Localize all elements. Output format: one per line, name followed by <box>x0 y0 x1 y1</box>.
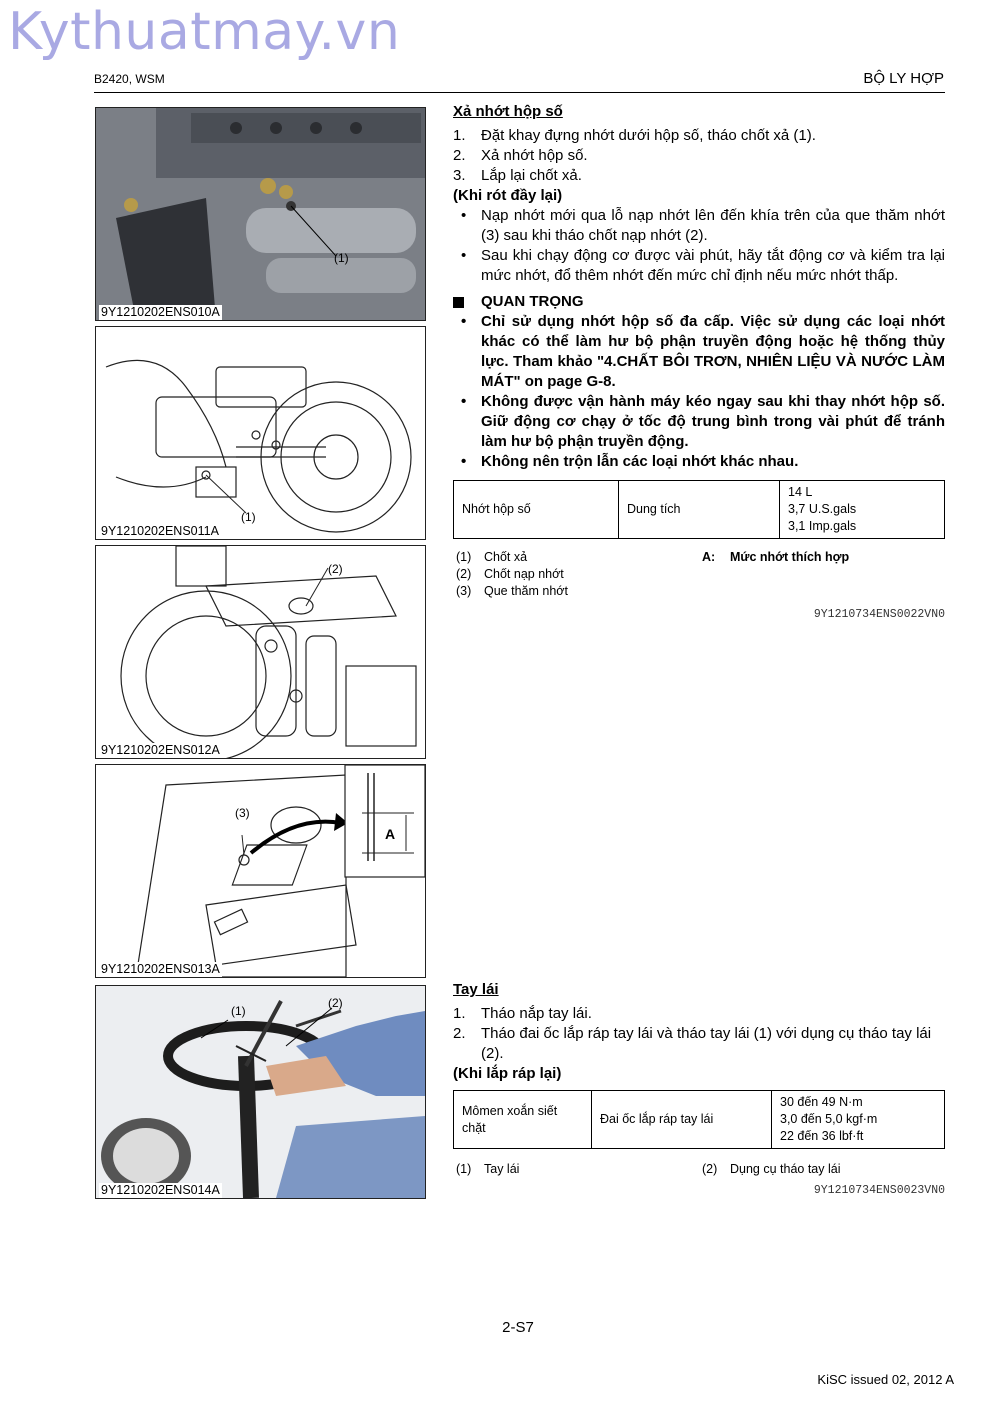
step-number: 2. <box>453 1025 466 1042</box>
reference-code: 9Y1210734ENS0022VN0 <box>813 608 945 621</box>
section-gear-oil-drain <box>453 103 945 621</box>
legend-number: (1) <box>456 1162 472 1176</box>
important-text: Không được vận hành máy kéo ngay sau khi thay nhớt hộp số. Giữ động cơ chạy ở tốc độ trung bình trong vài phút để tránh làm hư bộ phận truyền động. <box>481 393 945 450</box>
important-text: Chỉ sử dụng nhớt hộp số đa cấp. Việc sử dụng các loại nhớt khác có thể làm hư bộ phận truyền động hoặc hệ thống thủy lực. Tham khảo "4.CHẤT BÔI TRƠN, NHIÊN LIỆU VÀ NƯỚC LÀM MÁT" on page G-8. <box>481 313 945 390</box>
refill-list <box>453 206 945 286</box>
table-cell: Dung tích <box>619 481 780 539</box>
table-cell <box>772 1091 945 1149</box>
torque-value: 22 đến 36 lbf·ft <box>780 1129 864 1143</box>
important-item: • Không được vận hành máy kéo ngay sau khi thay nhớt hộp số. Giữ động cơ chạy ở tốc độ trung bình trong vài phút để tránh làm hư bộ phận truyền động. <box>461 393 945 450</box>
figure-steering-wheel <box>95 985 426 1199</box>
capacity-value: 3,7 U.S.gals <box>788 502 857 516</box>
steps-list <box>453 126 945 186</box>
figure-dipstick <box>95 764 426 978</box>
legend-row <box>453 1161 945 1178</box>
legend-number: (2) <box>456 567 472 581</box>
assembly-title: (Khi lắp ráp lại) <box>453 1065 562 1082</box>
legend-text: Chốt xả <box>484 550 528 564</box>
table-cell: Mômen xoắn siết chặt <box>454 1091 592 1149</box>
square-bullet-icon <box>453 297 464 308</box>
callout-a: A <box>385 826 396 842</box>
step-number: 1. <box>453 1005 466 1022</box>
section-title: Tay lái <box>453 981 499 998</box>
legend-text: Chốt nạp nhớt <box>484 567 564 581</box>
step-text: Đặt khay đựng nhớt dưới hộp số, tháo chốt xả (1). <box>481 127 816 144</box>
steps-list <box>453 1004 945 1064</box>
header-model: B2420, WSM <box>94 72 165 86</box>
refill-text: Sau khi chạy động cơ được vài phút, hãy tắt động cơ và kiểm tra lại mức nhớt, đổ thêm nhớt đến mức chỉ định nếu mức nhớt thấp. <box>481 247 945 284</box>
refill-item: • Nạp nhớt mới qua lỗ nạp nhớt lên đến khía trên của que thăm nhớt (3) sau khi tháo chốt nạp nhớt (2). <box>461 207 945 244</box>
important-item: • Chỉ sử dụng nhớt hộp số đa cấp. Việc sử dụng các loại nhớt khác có thể làm hư bộ phận truyền động hoặc hệ thống thủy lực. Tham khảo "4.CHẤT BÔI TRƠN, NHIÊN LIỆU VÀ NƯỚC LÀM MÁT" on page G-8. <box>461 313 945 390</box>
important-text: Không nên trộn lẫn các loại nhớt khác nhau. <box>481 453 799 470</box>
callout-1: (1) <box>241 510 256 524</box>
figure-drain-plug <box>95 107 426 321</box>
table-cell: Đai ốc lắp ráp tay lái <box>592 1091 772 1149</box>
torque-table <box>453 1090 945 1149</box>
figure-steering-wheel-illustration <box>96 986 425 1198</box>
torque-value: 3,0 đến 5,0 kgf·m <box>780 1112 878 1126</box>
figure-filler-plug-illustration <box>96 546 425 758</box>
refill-text: Nạp nhớt mới qua lỗ nạp nhớt lên đến khía trên của que thăm nhớt (3) sau khi tháo chốt nạp nhớt (2). <box>481 207 945 244</box>
capacity-value: 14 L <box>788 485 813 499</box>
legend-row <box>453 583 945 600</box>
capacity-table <box>453 480 945 539</box>
figure-drain-plug-illustration <box>96 108 425 320</box>
figure-code: 9Y1210202ENS014A <box>101 1183 220 1197</box>
torque-value: 30 đến 49 N·m <box>780 1095 863 1109</box>
legend-text: Que thăm nhớt <box>484 584 568 598</box>
callout-1: (1) <box>334 251 349 265</box>
table-row <box>454 481 945 539</box>
figure-dipstick-illustration <box>96 765 425 977</box>
callout-2: (2) <box>328 562 343 576</box>
page-number: 2-S7 <box>502 1319 534 1336</box>
legend-row <box>453 549 945 566</box>
callout-1: (1) <box>231 1004 246 1018</box>
legend-number: (2) <box>702 1162 718 1176</box>
important-item: • Không nên trộn lẫn các loại nhớt khác nhau. <box>461 453 799 470</box>
important-list <box>453 312 945 472</box>
figure-drain-location <box>95 326 426 540</box>
capacity-value: 3,1 Imp.gals <box>788 519 857 533</box>
step-number: 3. <box>453 167 466 184</box>
legend-text: Mức nhớt thích hợp <box>730 550 850 564</box>
issued-note: KiSC issued 02, 2012 A <box>817 1372 954 1387</box>
step-item <box>453 146 945 166</box>
figure-code: 9Y1210202ENS011A <box>101 524 219 538</box>
step-number: 2. <box>453 147 466 164</box>
legend <box>453 1161 945 1178</box>
refill-item: • Sau khi chạy động cơ được vài phút, hãy tắt động cơ và kiểm tra lại mức nhớt, đổ thêm nhớt đến mức chỉ định nếu mức nhớt thấp. <box>461 247 945 284</box>
legend <box>453 549 945 600</box>
legend-text: Tay lái <box>484 1162 520 1176</box>
step-text: Tháo đai ốc lắp ráp tay lái và tháo tay lái (1) với dụng cụ tháo tay lái (2). <box>481 1025 932 1062</box>
section-steering-wheel <box>453 981 945 1197</box>
legend-text: Dụng cụ tháo tay lái <box>730 1162 841 1176</box>
figure-drain-location-illustration <box>96 327 425 539</box>
refill-title: (Khi rót đầy lại) <box>453 187 563 204</box>
legend-number: A: <box>702 550 716 564</box>
callout-3: (3) <box>235 806 250 820</box>
callout-2: (2) <box>328 996 343 1010</box>
legend-row <box>453 566 945 583</box>
step-number: 1. <box>453 127 466 144</box>
section-title: Xả nhớt hộp số <box>453 103 563 120</box>
watermark: Kythuatmay.vn <box>8 2 401 62</box>
important-heading <box>453 292 945 312</box>
figure-filler-plug <box>95 545 426 759</box>
legend-number: (1) <box>456 550 472 564</box>
step-item <box>453 166 945 186</box>
table-row <box>454 1091 945 1149</box>
figure-code: 9Y1210202ENS013A <box>101 962 220 976</box>
step-text: Tháo nắp tay lái. <box>481 1005 592 1022</box>
important-title: QUAN TRỌNG <box>481 293 584 310</box>
figure-code: 9Y1210202ENS010A <box>101 305 220 319</box>
table-cell: Nhớt hộp số <box>454 481 619 539</box>
table-cell <box>780 481 945 539</box>
step-item <box>453 1004 945 1024</box>
figure-code: 9Y1210202ENS012A <box>101 743 220 757</box>
header-rule <box>94 92 945 93</box>
step-item <box>453 126 945 146</box>
header-section: BỘ LY HỢP <box>863 70 944 87</box>
legend-number: (3) <box>456 584 472 598</box>
step-item <box>453 1024 945 1064</box>
step-text: Xả nhớt hộp số. <box>481 147 588 164</box>
reference-code: 9Y1210734ENS0023VN0 <box>813 1184 945 1197</box>
step-text: Lắp lại chốt xả. <box>481 167 582 184</box>
